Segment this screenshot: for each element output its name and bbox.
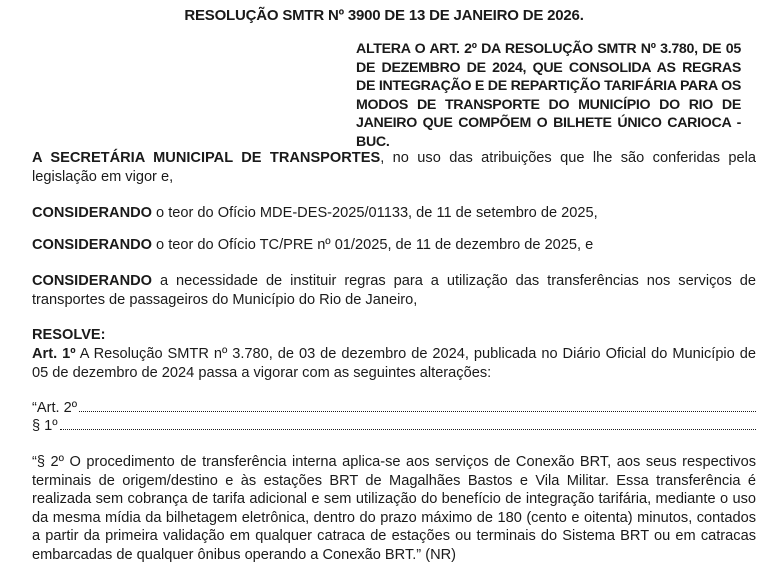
dotted-line-label: § 1º: [32, 418, 58, 434]
paragraph-2: “§ 2º O procedimento de transferência interna aplica-se aos serviços de Conexão BRT, aos seus respectivos terminais de origem/destino e às estações BRT de Magalhães Bastos e Vila Militar. Essa transferência é realizada sem cobrança de tarifa adicional e sem utilização do benefício de integração tarifária, mediante o uso da mesma mídia da bilhetagem eletrônica, dentro do prazo máximo de 180 (cento e oitenta) minutos, contados a partir da primeira validação em qualquer catraca de estações ou terminais do Sistema BRT ou em catracas embarcadas de qualquer ônibus operando a Conexão BRT.” (NR): [32, 454, 756, 563]
dotted-leader: [79, 398, 756, 412]
considerando-2: [32, 236, 756, 255]
considerando-keyword: CONSIDERANDO: [32, 205, 152, 221]
preamble-text: , no uso das atribuições que lhe são conferidas pela legislação em vigor e,: [32, 150, 756, 185]
resolve-heading: RESOLVE:: [32, 327, 106, 343]
document-title: RESOLUÇÃO SMTR Nº 3900 DE 13 DE JANEIRO DE 2026.: [184, 7, 584, 24]
considerando-text: o teor do Ofício MDE-DES-2025/01133, de 11 de setembro de 2025,: [152, 205, 598, 221]
ementa: ALTERA O ART. 2º DA RESOLUÇÃO SMTR Nº 3.780, DE 05 DE DEZEMBRO DE 2024, QUE CONSOLIDA AS REGRAS DE INTEGRAÇÃO E DE REPARTIÇÃO TARIFÁRIA PARA OS MODOS DE TRANSPORTE DO MUNICÍPIO DO RIO DE JANEIRO QUE COMPÕEM O BILHETE ÚNICO CARIOCA - BUC.: [356, 41, 741, 150]
preamble: [32, 149, 756, 186]
dotted-line-label: “Art. 2º: [32, 400, 78, 416]
considerando-keyword: CONSIDERANDO: [32, 273, 152, 289]
dotted-leader: [60, 416, 756, 430]
considerando-text: o teor do Ofício TC/PRE nº 01/2025, de 11 de dezembro de 2025, e: [152, 237, 594, 253]
dotted-line-art2: [32, 398, 756, 416]
article-1: [32, 345, 756, 382]
considerando-3: [32, 272, 756, 309]
article-label: Art. 1º: [32, 346, 76, 362]
authority: A SECRETÁRIA MUNICIPAL DE TRANSPORTES: [32, 150, 381, 166]
article-text: A Resolução SMTR nº 3.780, de 03 de dezembro de 2024, publicada no Diário Oficial do Município de 05 de dezembro de 2024 passa a vigorar com as seguintes alterações:: [32, 346, 756, 381]
considerando-1: [32, 204, 756, 223]
considerando-keyword: CONSIDERANDO: [32, 237, 152, 253]
dotted-line-par1: [32, 416, 756, 434]
considerando-text: a necessidade de instituir regras para a utilização das transferências nos serviços de transportes de passageiros do Município do Rio de Janeiro,: [32, 273, 756, 308]
